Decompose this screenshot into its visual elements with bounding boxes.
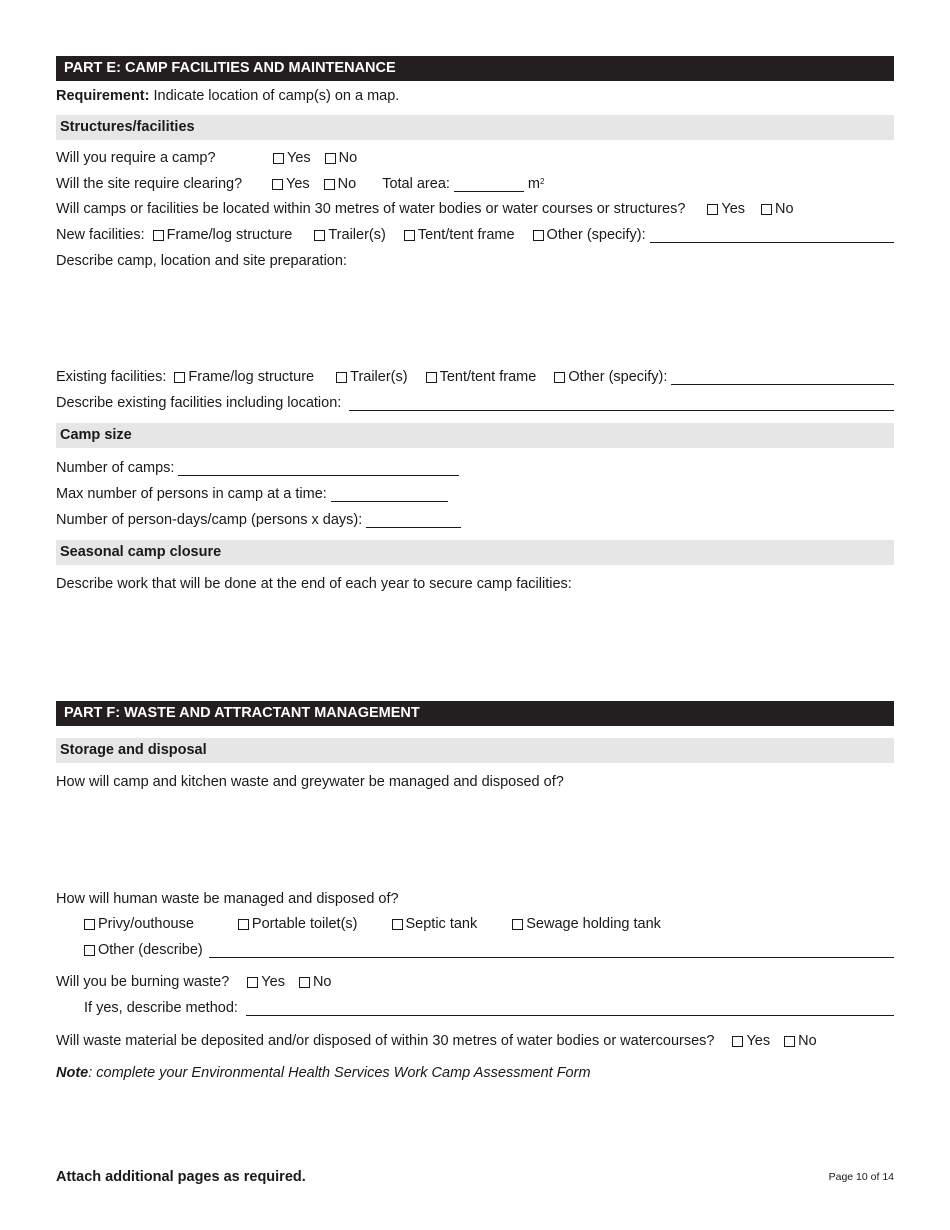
option-label: Privy/outhouse — [98, 916, 194, 932]
burning-yes[interactable] — [247, 972, 285, 992]
burning-row — [56, 972, 332, 992]
attach-pages-note: Attach additional pages as required. — [56, 1169, 306, 1185]
other-describe-field[interactable] — [209, 942, 894, 958]
deposited-no[interactable] — [784, 1031, 817, 1051]
option-label: Frame/log structure — [166, 227, 293, 243]
number-of-camps-label: Number of camps: — [56, 460, 175, 476]
option-label: Trailer(s) — [328, 227, 386, 243]
describe-work-label: Describe work that will be done at the end of each year to secure camp facilities: — [56, 576, 572, 592]
option-label: Tent/tent frame — [417, 227, 515, 243]
existing-frame-log[interactable] — [174, 367, 314, 387]
structures-heading: Structures/facilities — [56, 115, 894, 140]
describe-existing-row — [56, 393, 894, 413]
option-label: Portable toilet(s) — [251, 916, 358, 932]
septic-tank-option[interactable] — [392, 914, 478, 934]
checkbox[interactable] — [174, 372, 185, 383]
requirement-line — [56, 86, 399, 106]
option-label: Tent/tent frame — [439, 369, 537, 385]
checkbox[interactable] — [84, 919, 95, 930]
no-label: No — [337, 176, 357, 192]
camp-kitchen-question: How will camp and kitchen waste and greywater be managed and disposed of? — [56, 774, 564, 790]
person-days-row — [56, 510, 461, 530]
option-label: Other (describe) — [98, 942, 203, 958]
note-label: Note — [56, 1065, 89, 1081]
describe-existing-field[interactable] — [349, 395, 894, 411]
new-tent[interactable] — [404, 225, 515, 245]
max-persons-field[interactable] — [331, 486, 448, 502]
max-persons-row — [56, 484, 448, 504]
yes-label: Yes — [261, 974, 285, 990]
part-e-header: PART E: CAMP FACILITIES AND MAINTENANCE — [56, 56, 894, 81]
checkbox[interactable] — [392, 919, 403, 930]
storage-heading: Storage and disposal — [56, 738, 894, 763]
no-label: No — [775, 201, 794, 217]
total-area-field[interactable] — [454, 176, 524, 192]
human-waste-options-row — [84, 914, 661, 934]
burning-method-row — [84, 998, 894, 1018]
burning-method-field[interactable] — [246, 1000, 894, 1016]
no-label: No — [338, 150, 358, 166]
no-label: No — [798, 1033, 817, 1049]
camp-size-heading: Camp size — [56, 423, 894, 448]
option-label: Other (specify): — [568, 369, 668, 385]
checkbox[interactable] — [761, 204, 772, 215]
site-clearing-question: Will the site require clearing? — [56, 176, 243, 192]
checkbox[interactable] — [784, 1036, 795, 1047]
option-label: Other (specify): — [546, 227, 646, 243]
checkbox[interactable] — [238, 919, 249, 930]
within-30m-yes[interactable] — [707, 199, 745, 219]
checkbox[interactable] — [336, 372, 347, 383]
person-days-field[interactable] — [366, 512, 461, 528]
deposited-yes[interactable] — [732, 1031, 770, 1051]
page-number: Page 10 of 14 — [828, 1171, 894, 1183]
max-persons-label: Max number of persons in camp at a time: — [56, 486, 327, 502]
require-camp-no[interactable] — [325, 148, 358, 168]
checkbox[interactable] — [533, 230, 544, 241]
yes-label: Yes — [287, 150, 311, 166]
existing-other-field[interactable] — [671, 369, 894, 385]
existing-tent[interactable] — [426, 367, 537, 387]
total-area-unit: $m^2$ — [527, 176, 545, 192]
seasonal-heading: Seasonal camp closure — [56, 540, 894, 565]
existing-facilities-row — [56, 367, 894, 387]
new-facilities-row — [56, 225, 894, 245]
checkbox[interactable] — [554, 372, 565, 383]
option-label: Frame/log structure — [188, 369, 315, 385]
within-30m-no[interactable] — [761, 199, 794, 219]
burning-no[interactable] — [299, 972, 332, 992]
no-label: No — [312, 974, 332, 990]
checkbox[interactable] — [314, 230, 325, 241]
yes-label: Yes — [721, 201, 746, 217]
human-waste-question: How will human waste be managed and disposed of? — [56, 891, 399, 907]
option-label: Sewage holding tank — [526, 916, 661, 932]
checkbox[interactable] — [272, 179, 283, 190]
checkbox[interactable] — [299, 977, 310, 988]
burning-question: Will you be burning waste? — [56, 974, 230, 990]
total-area-label: Total area: — [382, 176, 450, 192]
checkbox[interactable] — [153, 230, 164, 241]
describe-camp-label: Describe camp, location and site preparation: — [56, 253, 347, 269]
deposited-question: Will waste material be deposited and/or disposed of within 30 metres of water bodies or watercourses? — [56, 1033, 715, 1049]
number-of-camps-row — [56, 458, 459, 478]
checkbox[interactable] — [426, 372, 437, 383]
yes-label: Yes — [746, 1033, 771, 1049]
within-30m-question: Will camps or facilities be located within 30 metres of water bodies or water courses or structures? — [56, 201, 686, 217]
require-camp-question: Will you require a camp? — [56, 150, 216, 166]
checkbox[interactable] — [84, 945, 95, 956]
note-line — [56, 1063, 591, 1083]
if-yes-describe-label: If yes, describe method: — [84, 1000, 238, 1016]
person-days-label: Number of person-days/camp (persons x days): — [56, 512, 363, 528]
option-label: Septic tank — [405, 916, 478, 932]
describe-existing-label: Describe existing facilities including location: — [56, 395, 342, 411]
checkbox[interactable] — [273, 153, 284, 164]
checkbox[interactable] — [512, 919, 523, 930]
yes-label: Yes — [286, 176, 310, 192]
site-clearing-yes[interactable] — [272, 174, 310, 194]
new-other[interactable] — [533, 225, 646, 245]
sewage-holding-tank-option[interactable] — [512, 914, 661, 934]
checkbox[interactable] — [707, 204, 718, 215]
new-trailers[interactable] — [314, 225, 385, 245]
site-clearing-row — [56, 174, 544, 194]
requirement-label: Requirement: — [56, 88, 150, 104]
portable-toilet-option[interactable] — [238, 914, 358, 934]
require-camp-yes[interactable] — [273, 148, 311, 168]
site-clearing-no[interactable] — [324, 174, 357, 194]
new-frame-log[interactable] — [153, 225, 293, 245]
deposited-row — [56, 1031, 817, 1051]
existing-facilities-label: Existing facilities: — [56, 369, 167, 385]
new-facilities-label: New facilities: — [56, 227, 145, 243]
other-describe-row — [84, 940, 894, 960]
checkbox[interactable] — [404, 230, 415, 241]
new-other-field[interactable] — [650, 227, 894, 243]
checkbox[interactable] — [324, 179, 335, 190]
number-of-camps-field[interactable] — [178, 460, 459, 476]
other-describe-option[interactable] — [84, 940, 203, 960]
checkbox[interactable] — [247, 977, 258, 988]
checkbox[interactable] — [732, 1036, 743, 1047]
within-30m-row — [56, 199, 794, 219]
existing-trailers[interactable] — [336, 367, 407, 387]
privy-option[interactable] — [84, 914, 194, 934]
checkbox[interactable] — [325, 153, 336, 164]
requirement-text: Indicate location of camp(s) on a map. — [149, 88, 400, 104]
note-text: : complete your Environmental Health Services Work Camp Assessment Form — [88, 1065, 591, 1081]
option-label: Trailer(s) — [350, 369, 408, 385]
existing-other[interactable] — [554, 367, 667, 387]
part-f-header: PART F: WASTE AND ATTRACTANT MANAGEMENT — [56, 701, 894, 726]
require-camp-row — [56, 148, 357, 168]
